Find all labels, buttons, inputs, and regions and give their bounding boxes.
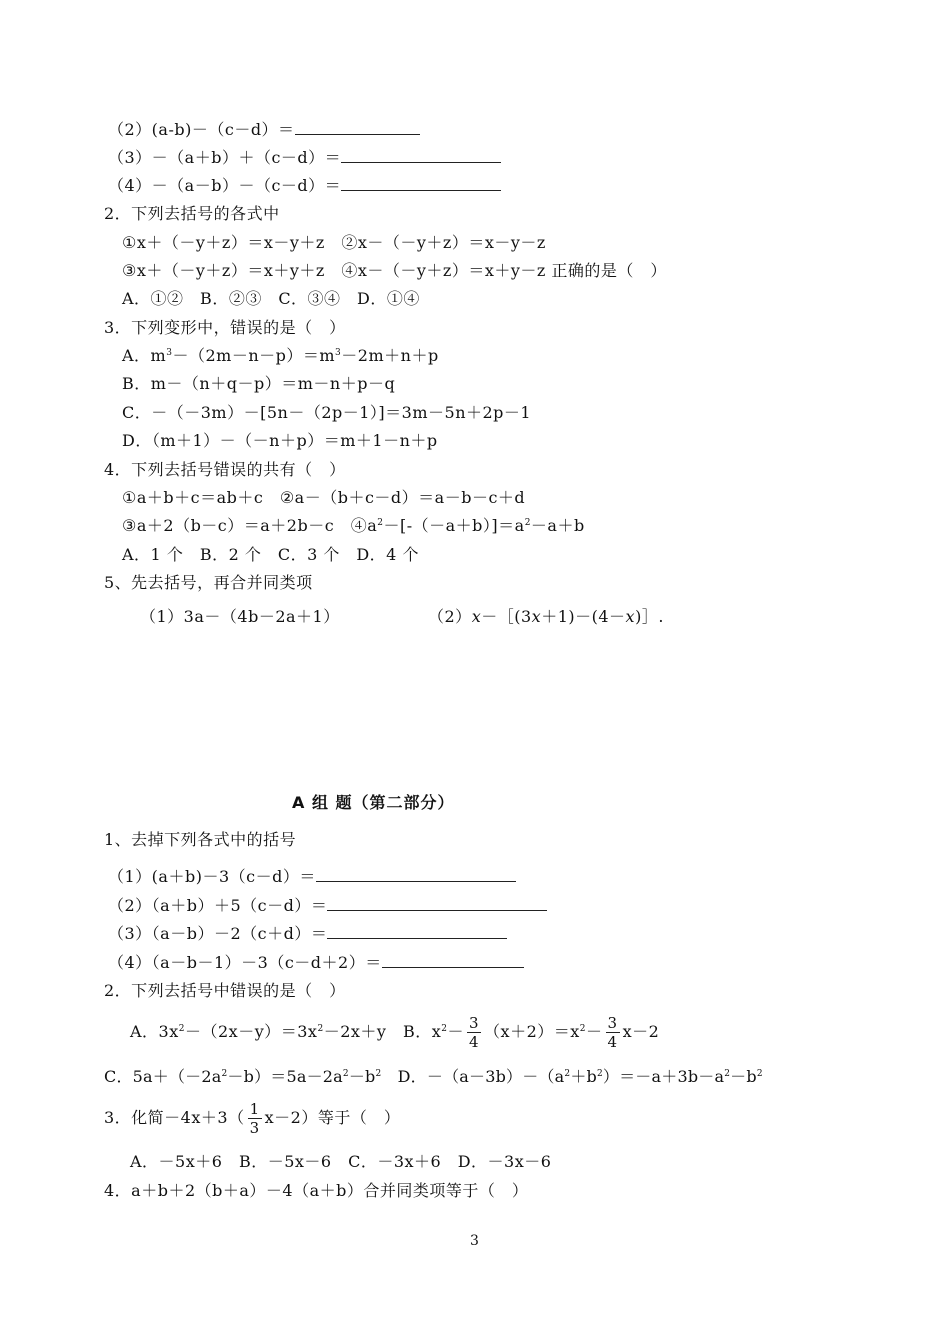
answer-blank[interactable]	[341, 148, 501, 163]
answer-blank[interactable]	[327, 924, 507, 939]
q4-stem: 4．下列去括号错误的共有（ ）	[104, 460, 346, 479]
q5-item-2: （2）x－［(3x＋1)－(4－x)］.	[428, 607, 664, 626]
p2-q1-item-4: （4）（a－b－1）－3（c－d＋2）＝	[108, 953, 524, 973]
q3-option-c: C．－（－3m）－[5n－（2p－1）]＝3m－5n＋2p－1	[122, 403, 532, 422]
p2-q3-stem: 3．化简－4x＋3（ $\frac{1}{3}$ x－2）等于（ ）	[104, 1100, 401, 1137]
q2-line1: ①x＋（－y＋z）＝x－y＋z ②x－（－y＋z）＝x－y－z	[122, 233, 546, 252]
q2-stem: 2．下列去括号的各式中	[104, 204, 280, 223]
fraction: $\frac{3}{4}$	[469, 1014, 480, 1051]
p2-q2-options-ab: A．$3x^2-(2x-y)=3x^2-2x+y$ B．$x^2-$ $\frac{3}{4}$ $(x+2)=x^2-$ $\frac{3}{4}$ x－2	[130, 1014, 660, 1051]
q3-option-b: B．m－（n＋q－p）＝m－n＋p－q	[122, 374, 396, 393]
p2-q2-stem: 2．下列去括号中错误的是（ ）	[104, 981, 346, 1000]
q1-item-4-text: （4）－（a－b）－（c－d）＝	[108, 176, 342, 195]
q1-item-3-text: （3）－（a＋b）＋（c－d）＝	[108, 148, 342, 167]
q2-line2: ③x＋（－y＋z）＝x＋y＋z ④x－（－y＋z）＝x＋y－z 正确的是（ ）	[122, 261, 667, 280]
q2-options: A．①② B．②③ C．③④ D．①④	[122, 289, 420, 308]
p2-q1-item-2: （2）（a＋b）＋5（c－d）＝	[108, 896, 547, 916]
page-number: 3	[470, 1233, 479, 1249]
q4-line1: ①a＋b＋c＝ab＋c ②a－（b＋c－d）＝a－b－c＋d	[122, 488, 526, 507]
q3-stem: 3．下列变形中，错误的是（ ）	[104, 318, 346, 337]
q5-item-1: （1）3a－（4b－2a＋1）	[140, 607, 340, 626]
p2-q1-item-3: （3）（a－b）－2（c＋d）＝	[108, 924, 507, 944]
p2-q3-options: A．－5x＋6 B．－5x－6 C．－3x＋6 D．－3x－6	[130, 1152, 552, 1171]
fraction: $\frac{3}{4}$	[607, 1014, 618, 1051]
q5-stem: 5、先去括号，再合并同类项	[104, 573, 313, 592]
p2-q1-stem: 1、去掉下列各式中的括号	[104, 830, 297, 849]
q3-option-a: A．$m^3-(2m-n-p)=m^3-2m+n+p$	[122, 346, 439, 365]
answer-blank[interactable]	[327, 896, 547, 911]
section-title: A 组 题（第二部分）	[292, 793, 455, 812]
q1-item-4	[108, 176, 501, 196]
answer-blank[interactable]	[316, 867, 516, 882]
answer-blank[interactable]	[341, 176, 501, 191]
fraction: $\frac{1}{3}$	[249, 1100, 260, 1137]
p2-q2-options-cd: C．$5a+(-2a^2-b)=5a-2a^2-b^2$ D．$-(a-3b)-(a^2+b^2)=-a+3b-a^2-b^2$	[104, 1067, 763, 1086]
p2-q1-item-1: （1）(a＋b)－3（c－d）＝	[108, 867, 516, 887]
q4-options: A．1 个 B．2 个 C．3 个 D．4 个	[122, 545, 419, 564]
answer-blank[interactable]	[295, 120, 420, 135]
p2-q4-stem: 4．a＋b＋2（b＋a）－4（a＋b）合并同类项等于（ ）	[104, 1181, 529, 1200]
q1-item-2-text: （2）(a-b)－（c－d）＝	[108, 120, 295, 139]
q1-item-3	[108, 148, 501, 168]
answer-blank[interactable]	[382, 953, 524, 968]
q1-item-2	[108, 120, 420, 140]
q4-line2: ③a＋2（b－c）＝a＋2b－c $④a^2-[-(-a+b)]=a^2-a+b$	[122, 516, 585, 535]
q3-option-d: D．（m＋1）－（－n＋p）＝m＋1－n＋p	[122, 431, 438, 450]
